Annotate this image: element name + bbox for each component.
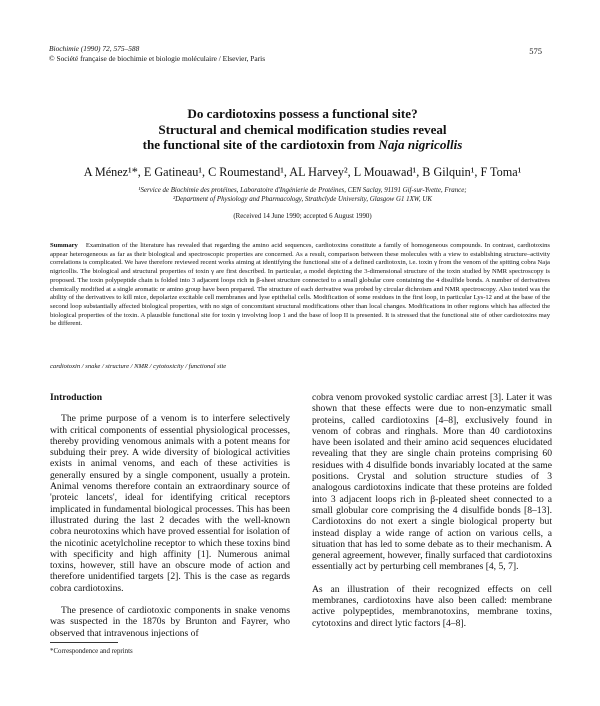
title-line-3 xyxy=(60,137,545,153)
intro-paragraph-1: The prime purpose of a venom is to interfere selectively with critical components of essential physiological processes, thereby providing venomous animals with a potent means for subduing their prey. A wide diversity of biological activities exists in animal venoms, and each of these activities is generally ensured by a single component, usually a protein. Animal venoms therefore contain an extraordinary source of 'proteic lancets', ideal for identifying critical receptors implicated in fundamental biological processes. This has been illustrated during the last 2 decades with the well-known cobra neurotoxins which have proved essential for isolation of the nicotinic acetylcholine receptor to which these toxins bind with specificity and high affinity [1]. Numerous animal toxins, however, still have an obscure mode of action and therefore unidentified targets [2]. This is the case as regards cobra cardiotoxins. xyxy=(50,413,290,594)
page-number: 575 xyxy=(529,46,542,56)
copyright-line: © Société française de biochimie et biologie moléculaire / Elsevier, Paris xyxy=(49,54,266,63)
journal-line: Biochimie (1990) 72, 575–588 xyxy=(49,44,140,53)
section-heading-introduction: Introduction xyxy=(50,392,103,403)
body-column-left xyxy=(50,392,290,650)
body-column-right xyxy=(312,392,552,640)
title-line-2: Structural and chemical modification studies reveal xyxy=(158,121,447,137)
title-species: Naja nigricollis xyxy=(378,137,463,152)
intro-paragraph-4: As an illustration of their recognized effects on cell membranes, cardiotoxins have also been called: membrane active polypeptides, membranotoxins, membrane toxins, cytotoxins and direct lytic factors [4–8]. xyxy=(312,583,552,629)
correspondence-footnote: *Correspondence and reprints xyxy=(50,648,133,655)
journal-citation xyxy=(49,44,469,64)
article-title xyxy=(60,106,545,153)
summary-label: Summary xyxy=(50,242,78,249)
footnote-rule xyxy=(50,642,118,643)
title-line-1: Do cardiotoxins possess a functional site? xyxy=(187,106,418,121)
title-line-3-start: the functional site of the cardiotoxin from xyxy=(142,137,379,152)
summary-abstract xyxy=(50,242,550,329)
author-list: A Ménez¹*, E Gatineau¹, C Roumestand¹, AL Harvey², L Mouawad¹, B Gilquin¹, F Toma¹ xyxy=(83,165,522,179)
received-dates: (Received 14 June 1990; accepted 6 August 1990) xyxy=(233,213,372,220)
affiliations xyxy=(60,186,545,204)
intro-paragraph-2: The presence of cardiotoxic components in snake venoms was suspected in the 1870s by Brunton and Fayrer, who observed that intravenous injections of xyxy=(50,605,290,639)
keywords: cardiotoxin / snake / structure / NMR / cytotoxicity / functional site xyxy=(50,363,227,370)
affiliation-2: ²Department of Physiology and Pharmacology, Strathclyde University, Glasgow G1 1XW, UK xyxy=(173,196,432,203)
intro-paragraph-3: cobra venom provoked systolic cardiac arrest [3]. Later it was shown that these effects were due to non-enzymatic small proteins, called cardiotoxins [4–8], exclusively found in venom of cobras and ringhals. More than 40 cardiotoxins have been isolated and their amino acid sequences elucidated revealing that they are single chain proteins comprising 60 residues with 4 disulfide bonds invariably located at the same positions. Crystal and solution structure studies of 3 analogous cardiotoxins indicate that these proteins are folded into 3 adjacent loops rich in β-pleated sheet connected to a small globular core comprising the 4 disulfide bonds [8–13]. Cardiotoxins do not exert a single biological property but instead display a wide range of action on various cells, a situation that has led to some debate as to their mechanism. A general agreement, however, finally surfaced that cardiotoxins essentially act by perturbing cell membranes [4, 5, 7]. xyxy=(312,392,552,573)
affiliation-1: ¹Service de Biochimie des protéines, Laboratoire d'Ingénierie de Protéines, CEN Saclay, 91191 Gif-sur-Yvette, France; xyxy=(138,187,467,194)
summary-text: Examination of the literature has revealed that regarding the amino acid sequences, cardiotoxins constitute a family of homogeneous compounds. In contrast, cardiotoxins appear heterogeneous as far as their biological and spectroscopic properties are concerned. As a result, comparison between these molecules with a view to establishing structure–activity correlations is complicated. We have therefore reviewed recent works aiming at identifying the functional site of a defined cardiotoxin, i.e. toxin γ from the venom of the spitting cobra Naja nigricollis. The biological and structural properties of toxin γ are first described. In particular, a model depicting the 3-dimensional structure of the toxin studied by NMR spectroscopy is proposed. The toxin polypeptide chain is folded into 3 adjacent loops rich in β-sheet structure connected to a small globular core containing the 4 disulfide bonds. A number of derivatives chemically modified at a single aromatic or amino group have been prepared. The structure of each derivative was probed by circular dichroism and NMR spectroscopy. Also tested was the ability of the derivatives to kill mice, depolarize excitable cell membranes and lyse epithelial cells. Modification of some residues in the first loop, in particular Lys-12 and at the base of the second loop substantially affected biological properties, with no sign of concomitant structural modifications other than local changes. Modifications in other regions which has affected the biological properties of the toxin. A plausible functional site for toxin γ involving loop 1 and the base of loop II is presented. It is stressed that the functional site of other cardiotoxins may be different. xyxy=(50,242,550,328)
